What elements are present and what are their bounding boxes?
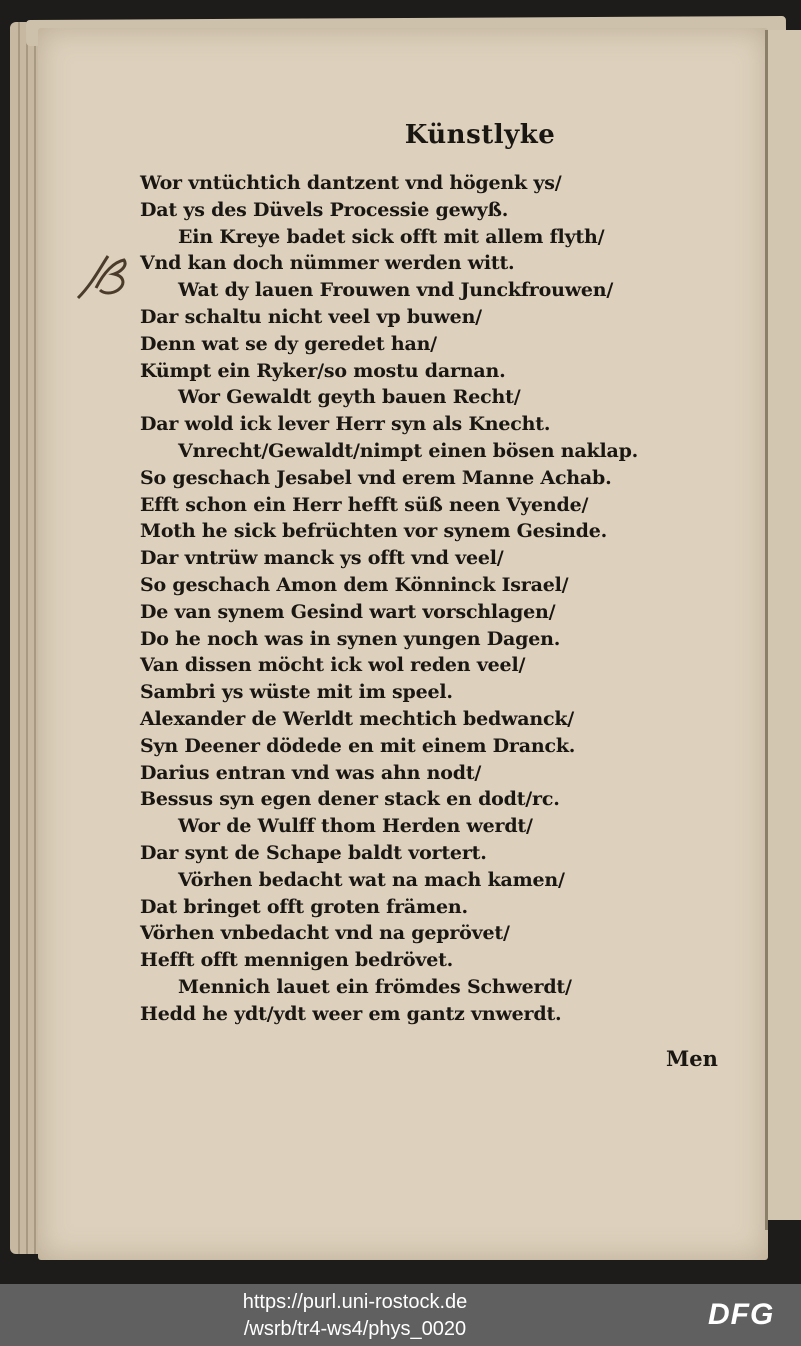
verse-line: Wor Gewaldt geyth bauen Recht/ [178,386,521,409]
catchword: Men [666,1046,718,1071]
verse-line: Wor vntüchtich dantzent vnd högenk ys/ [140,172,562,194]
verse-line: Vörhen vnbedacht vnd na geprövet/ [140,922,510,945]
verse-line: Moth he sick befrüchten vor synem Gesinde. [140,520,608,543]
verse-line: Hefft offt mennigen bedrövet. [140,949,454,972]
verse-line: Efft schon ein Herr hefft süß neen Vyende/ [140,493,589,516]
verse-line: Kümpt ein Ryker/so mostu darnan. [140,359,506,382]
verse-line: Dar wold ick lever Herr syn als Knecht. [140,413,551,436]
verse-line: Do he noch was in synen yungen Dagen. [140,627,561,650]
verse-line: Vnrecht/Gewaldt/nimpt einen bösen naklap. [178,439,639,462]
verse-line: Sambri ys wüste mit im speel. [140,681,453,704]
verse-line: Alexander de Werldt mechtich bedwanck/ [140,707,575,730]
verse-line: Vnd kan doch nümmer werden witt. [140,252,515,275]
verse-line: Van dissen möcht ick wol reden veel/ [140,654,526,677]
verse-line: Denn wat se dy geredet han/ [140,332,437,355]
verse-line: Mennich lauet ein frömdes Schwerdt/ [178,975,572,998]
verse-line: Darius entran vnd was ahn nodt/ [140,761,482,784]
permalink-line-2[interactable]: /wsrb/tr4-ws4/phys_0020 [243,1318,467,1340]
verse-line: So geschach Amon dem Könninck Israel/ [140,573,569,596]
verse-line: De van synem Gesind wart vorschlagen/ [140,600,556,623]
verse-line: Wat dy lauen Frouwen vnd Junckfrouwen/ [178,279,614,302]
verse-line: Ein Kreye badet sick offt mit allem flyth/ [178,225,605,248]
footer-bar [0,1284,801,1346]
verse-line: Dar synt de Schape baldt vortert. [140,841,487,864]
permalink-line-1[interactable]: https://purl.uni-rostock.de [242,1291,468,1313]
verse-line: Vörhen bedacht wat na mach kamen/ [178,868,565,891]
facing-page-edge [768,30,801,1220]
running-heading: Künstlyke [404,120,556,150]
verse-line: Dar vntrüw manck ys offt vnd veel/ [140,547,504,570]
verse-line: Dat bringet offt groten främen. [140,895,468,918]
page-text [140,118,740,1028]
dfg-logo: DFG [708,1298,775,1331]
verse-line: Wor de Wulff thom Herden werdt/ [178,815,533,838]
verse-line: Syn Deener dödede en mit einem Dranck. [140,734,576,757]
verse-line: Dar schaltu nicht veel vp buwen/ [140,305,482,328]
marginal-annotation [74,254,132,302]
verse-line: So geschach Jesabel vnd erem Manne Achab. [140,466,612,489]
verse-line: Hedd he ydt/ydt weer em gantz vnwerdt. [140,1002,562,1025]
verse-line: Bessus syn egen dener stack en dodt/rc. [140,788,560,811]
verse-lines [140,170,740,1028]
page-gutter [765,30,768,1230]
verse-line: Dat ys des Düvels Processie gewyß. [140,198,509,221]
